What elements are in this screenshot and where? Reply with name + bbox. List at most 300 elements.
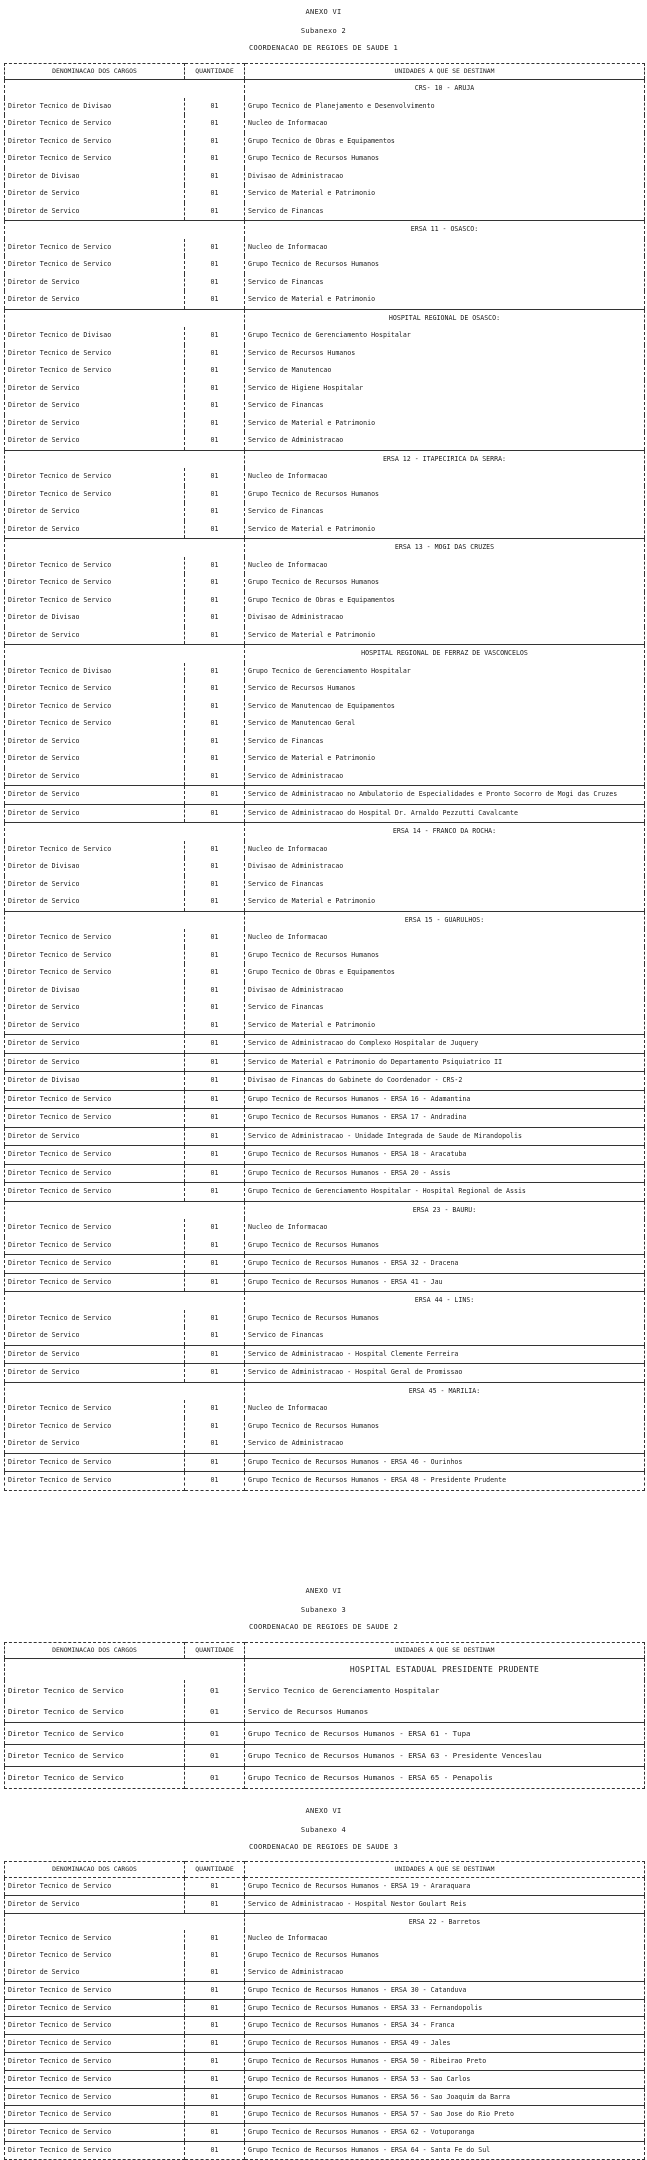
unit-cell: Grupo Tecnico de Recursos Humanos: [245, 1310, 645, 1328]
cargo-cell: Diretor de Servico: [5, 415, 185, 433]
section-row: [5, 80, 645, 98]
table-row: [5, 521, 645, 539]
quantity-cell: 01: [185, 432, 245, 450]
unit-cell: Grupo Tecnico de Recursos Humanos - ERSA 64 - Santa Fe do Sul: [245, 2141, 645, 2159]
col-header-quantidade: QUANTIDADE: [185, 1643, 245, 1659]
unit-cell: Grupo Tecnico de Recursos Humanos - ERSA 19 - Araraquara: [245, 1878, 645, 1896]
cargo-cell: Diretor Tecnico de Servico: [5, 1701, 185, 1723]
section-spacer: [5, 1659, 245, 1681]
unit-cell: Grupo Tecnico de Recursos Humanos - ERSA 61 - Tupa: [245, 1723, 645, 1745]
cargo-cell: Diretor Tecnico de Servico: [5, 715, 185, 733]
table-row: [5, 1072, 645, 1091]
cargo-cell: Diretor Tecnico de Servico: [5, 2017, 185, 2035]
cargo-cell: Diretor de Servico: [5, 733, 185, 751]
unit-cell: Grupo Tecnico de Recursos Humanos: [245, 256, 645, 274]
quantity-cell: 01: [185, 609, 245, 627]
table-row: [5, 715, 645, 733]
quantity-cell: 01: [185, 574, 245, 592]
table-row: [5, 2070, 645, 2088]
table-row: [5, 2088, 645, 2106]
table-row: [5, 486, 645, 504]
table-row: [5, 1999, 645, 2017]
sub3-table: [4, 1642, 645, 1789]
quantity-cell: 01: [185, 1680, 245, 1701]
cargo-cell: Diretor Tecnico de Servico: [5, 698, 185, 716]
table-row: [5, 592, 645, 610]
sub2-anexo: ANEXO VI: [305, 8, 342, 16]
cargo-cell: Diretor Tecnico de Servico: [5, 1999, 185, 2017]
table-row: [5, 964, 645, 982]
unit-cell: Grupo Tecnico de Recursos Humanos - ERSA 18 - Aracatuba: [245, 1146, 645, 1165]
cargo-cell: Diretor Tecnico de Servico: [5, 1164, 185, 1183]
section-title: ERSA 11 - OSASCO:: [245, 221, 645, 239]
cargo-cell: Diretor Tecnico de Servico: [5, 1109, 185, 1128]
unit-cell: Servico de Material e Patrimonio: [245, 750, 645, 768]
unit-cell: Grupo Tecnico de Recursos Humanos: [245, 1947, 645, 1964]
section-row: [5, 1659, 645, 1681]
section-title: ERSA 15 - GUARULHOS:: [245, 911, 645, 929]
table-row: [5, 503, 645, 521]
quantity-cell: 01: [185, 627, 245, 645]
cargo-cell: Diretor Tecnico de Servico: [5, 1237, 185, 1255]
table-row: [5, 750, 645, 768]
section-title: ERSA 14 - FRANCO DA ROCHA:: [245, 823, 645, 841]
table-row: [5, 1364, 645, 1383]
cargo-cell: Diretor Tecnico de Servico: [5, 1767, 185, 1789]
sub2-table: [4, 63, 645, 1491]
section-title: ERSA 44 - LINS:: [245, 1292, 645, 1310]
table-row: [5, 362, 645, 380]
section-row: [5, 1382, 645, 1400]
cargo-cell: Diretor Tecnico de Servico: [5, 2106, 185, 2124]
table-row: [5, 1472, 645, 1491]
quantity-cell: 01: [185, 2088, 245, 2106]
quantity-cell: 01: [185, 345, 245, 363]
quantity-cell: 01: [185, 503, 245, 521]
unit-cell: Servico de Manutencao: [245, 362, 645, 380]
section-spacer: [5, 823, 245, 841]
quantity-cell: 01: [185, 1127, 245, 1146]
section-spacer: [5, 1201, 245, 1219]
cargo-cell: Diretor de Divisao: [5, 168, 185, 186]
table-row: [5, 115, 645, 133]
table-row: [5, 786, 645, 805]
quantity-cell: 01: [185, 168, 245, 186]
quantity-cell: 01: [185, 964, 245, 982]
unit-cell: Grupo Tecnico de Recursos Humanos - ERSA 34 - Franca: [245, 2017, 645, 2035]
unit-cell: Grupo Tecnico de Recursos Humanos - ERSA 63 - Presidente Venceslau: [245, 1745, 645, 1767]
table-row: [5, 1183, 645, 1202]
cargo-cell: Diretor Tecnico de Servico: [5, 1453, 185, 1472]
cargo-cell: Diretor de Servico: [5, 1345, 185, 1364]
quantity-cell: 01: [185, 1164, 245, 1183]
col-header-quantidade: QUANTIDADE: [185, 64, 245, 80]
quantity-cell: 01: [185, 2124, 245, 2142]
quantity-cell: 01: [185, 768, 245, 786]
quantity-cell: 01: [185, 804, 245, 823]
quantity-cell: 01: [185, 663, 245, 681]
cargo-cell: Diretor Tecnico de Servico: [5, 468, 185, 486]
cargo-cell: Diretor de Servico: [5, 380, 185, 398]
cargo-cell: Diretor Tecnico de Servico: [5, 1183, 185, 1202]
unit-cell: Divisao de Administracao: [245, 982, 645, 1000]
section-title: HOSPITAL ESTADUAL PRESIDENTE PRUDENTE: [245, 1659, 645, 1681]
unit-cell: Grupo Tecnico de Planejamento e Desenvolvimento: [245, 98, 645, 116]
unit-cell: Servico de Financas: [245, 1327, 645, 1345]
cargo-cell: Diretor de Servico: [5, 1053, 185, 1072]
table-row: [5, 203, 645, 221]
unit-cell: Servico de Material e Patrimonio do Departamento Psiquiatrico II: [245, 1053, 645, 1072]
unit-cell: Servico de Financas: [245, 503, 645, 521]
cargo-cell: Diretor Tecnico de Servico: [5, 964, 185, 982]
section-row: [5, 221, 645, 239]
table-row: [5, 1146, 645, 1165]
unit-cell: Nucleo de Informacao: [245, 557, 645, 575]
unit-cell: Servico de Manutencao Geral: [245, 715, 645, 733]
unit-cell: Servico de Financas: [245, 999, 645, 1017]
cargo-cell: Diretor Tecnico de Servico: [5, 239, 185, 257]
unit-cell: Servico de Administracao no Ambulatorio de Especialidades e Pronto Socorro de Mogi das Cruzes: [245, 786, 645, 805]
sub3-anexo: ANEXO VI: [305, 1587, 342, 1595]
section-spacer: [5, 450, 245, 468]
cargo-cell: Diretor de Servico: [5, 274, 185, 292]
quantity-cell: 01: [185, 291, 245, 309]
unit-cell: Divisao de Administracao: [245, 858, 645, 876]
cargo-cell: Diretor de Servico: [5, 503, 185, 521]
unit-cell: Servico de Financas: [245, 397, 645, 415]
unit-cell: Servico de Material e Patrimonio: [245, 185, 645, 203]
table-row: [5, 150, 645, 168]
cargo-cell: Diretor Tecnico de Servico: [5, 2035, 185, 2053]
quantity-cell: 01: [185, 1745, 245, 1767]
table-row: [5, 432, 645, 450]
sub2-title: COORDENACAO DE REGIOES DE SAUDE 1: [249, 44, 398, 52]
unit-cell: Grupo Tecnico de Gerenciamento Hospitalar: [245, 663, 645, 681]
unit-cell: Grupo Tecnico de Recursos Humanos - ERSA 56 - Sao Joaquim da Barra: [245, 2088, 645, 2106]
section-spacer: [5, 539, 245, 557]
quantity-cell: 01: [185, 1109, 245, 1128]
table-row: [5, 380, 645, 398]
cargo-cell: Diretor de Servico: [5, 1895, 185, 1913]
section-row: [5, 911, 645, 929]
unit-cell: Divisao de Financas do Gabinete do Coordenador - CRS-2: [245, 1072, 645, 1091]
cargo-cell: Diretor Tecnico de Servico: [5, 2141, 185, 2159]
quantity-cell: 01: [185, 715, 245, 733]
unit-cell: Grupo Tecnico de Recursos Humanos - ERSA 62 - Votuporanga: [245, 2124, 645, 2142]
table-row: [5, 239, 645, 257]
unit-cell: Servico de Financas: [245, 733, 645, 751]
unit-cell: Grupo Tecnico de Obras e Equipamentos: [245, 133, 645, 151]
cargo-cell: Diretor de Servico: [5, 397, 185, 415]
quantity-cell: 01: [185, 115, 245, 133]
quantity-cell: 01: [185, 256, 245, 274]
cargo-cell: Diretor Tecnico de Divisao: [5, 98, 185, 116]
table-row: [5, 999, 645, 1017]
unit-cell: Nucleo de Informacao: [245, 239, 645, 257]
quantity-cell: 01: [185, 1327, 245, 1345]
table-row: [5, 274, 645, 292]
cargo-cell: Diretor de Servico: [5, 521, 185, 539]
table-row: [5, 291, 645, 309]
cargo-cell: Diretor Tecnico de Servico: [5, 1680, 185, 1701]
quantity-cell: 01: [185, 2070, 245, 2088]
cargo-cell: Diretor de Servico: [5, 203, 185, 221]
cargo-cell: Diretor Tecnico de Servico: [5, 947, 185, 965]
unit-cell: Divisao de Administracao: [245, 609, 645, 627]
table-row: [5, 804, 645, 823]
cargo-cell: Diretor de Servico: [5, 291, 185, 309]
quantity-cell: 01: [185, 397, 245, 415]
section-spacer: [5, 221, 245, 239]
quantity-cell: 01: [185, 929, 245, 947]
section-spacer: [5, 80, 245, 98]
table-row: [5, 698, 645, 716]
table-row: [5, 1895, 645, 1913]
unit-cell: Servico de Financas: [245, 274, 645, 292]
section-title: ERSA 22 - Barretos: [245, 1913, 645, 1930]
table-row: [5, 1090, 645, 1109]
cargo-cell: Diretor de Servico: [5, 876, 185, 894]
sub4-title: COORDENACAO DE REGIOES DE SAUDE 3: [249, 1843, 398, 1851]
unit-cell: Servico de Material e Patrimonio: [245, 291, 645, 309]
cargo-cell: Diretor de Servico: [5, 1964, 185, 1981]
sub4-subanexo: Subanexo 4: [300, 1826, 347, 1834]
quantity-cell: 01: [185, 1895, 245, 1913]
cargo-cell: Diretor de Servico: [5, 786, 185, 805]
cargo-cell: Diretor Tecnico de Servico: [5, 680, 185, 698]
table-row: [5, 185, 645, 203]
table-row: [5, 557, 645, 575]
unit-cell: Servico de Administracao: [245, 1435, 645, 1453]
quantity-cell: 01: [185, 1017, 245, 1035]
section-row: [5, 309, 645, 327]
unit-cell: Grupo Tecnico de Recursos Humanos: [245, 574, 645, 592]
cargo-cell: Diretor Tecnico de Servico: [5, 1273, 185, 1292]
section-row: [5, 1292, 645, 1310]
quantity-cell: 01: [185, 2052, 245, 2070]
unit-cell: Servico Tecnico de Gerenciamento Hospitalar: [245, 1680, 645, 1701]
section-spacer: [5, 1913, 245, 1930]
unit-cell: Nucleo de Informacao: [245, 1219, 645, 1237]
cargo-cell: Diretor de Servico: [5, 999, 185, 1017]
quantity-cell: 01: [185, 841, 245, 859]
quantity-cell: 01: [185, 982, 245, 1000]
table-row: [5, 1701, 645, 1723]
quantity-cell: 01: [185, 1146, 245, 1165]
table-row: [5, 1237, 645, 1255]
unit-cell: Grupo Tecnico de Recursos Humanos - ERSA 48 - Presidente Prudente: [245, 1472, 645, 1491]
cargo-cell: Diretor Tecnico de Servico: [5, 1146, 185, 1165]
section-title: CRS- 10 - ARUJA: [245, 80, 645, 98]
table-row: [5, 1255, 645, 1274]
table-row: [5, 98, 645, 116]
unit-cell: Servico de Material e Patrimonio: [245, 893, 645, 911]
cargo-cell: Diretor Tecnico de Servico: [5, 1947, 185, 1964]
table-row: [5, 256, 645, 274]
section-row: [5, 645, 645, 663]
cargo-cell: Diretor Tecnico de Servico: [5, 1400, 185, 1418]
cargo-cell: Diretor Tecnico de Servico: [5, 1418, 185, 1436]
table-row: [5, 858, 645, 876]
unit-cell: Servico de Recursos Humanos: [245, 680, 645, 698]
quantity-cell: 01: [185, 1400, 245, 1418]
quantity-cell: 01: [185, 1035, 245, 1054]
table-row: [5, 1273, 645, 1292]
unit-cell: Grupo Tecnico de Obras e Equipamentos: [245, 964, 645, 982]
table-row: [5, 327, 645, 345]
unit-cell: Servico de Administracao - Unidade Integrada de Saude de Mirandopolis: [245, 1127, 645, 1146]
table-row: [5, 2141, 645, 2159]
quantity-cell: 01: [185, 698, 245, 716]
quantity-cell: 01: [185, 1345, 245, 1364]
cargo-cell: Diretor de Servico: [5, 1127, 185, 1146]
cargo-cell: Diretor Tecnico de Servico: [5, 1745, 185, 1767]
section-title: ERSA 45 - MARILIA:: [245, 1382, 645, 1400]
unit-cell: Servico de Material e Patrimonio: [245, 521, 645, 539]
table-row: [5, 1723, 645, 1745]
unit-cell: Grupo Tecnico de Recursos Humanos - ERSA 53 - Sao Carlos: [245, 2070, 645, 2088]
quantity-cell: 01: [185, 2035, 245, 2053]
quantity-cell: 01: [185, 1453, 245, 1472]
quantity-cell: 01: [185, 1364, 245, 1383]
quantity-cell: 01: [185, 98, 245, 116]
section-row: [5, 1201, 645, 1219]
table-row: [5, 574, 645, 592]
unit-cell: Servico de Material e Patrimonio: [245, 1017, 645, 1035]
table-row: [5, 2052, 645, 2070]
quantity-cell: 01: [185, 680, 245, 698]
quantity-cell: 01: [185, 1072, 245, 1091]
table-row: [5, 733, 645, 751]
cargo-cell: Diretor Tecnico de Servico: [5, 574, 185, 592]
table-row: [5, 1327, 645, 1345]
quantity-cell: 01: [185, 1310, 245, 1328]
section-title: HOSPITAL REGIONAL DE OSASCO:: [245, 309, 645, 327]
col-header-cargos: DENOMINACAO DOS CARGOS: [5, 64, 185, 80]
table-row: [5, 841, 645, 859]
quantity-cell: 01: [185, 557, 245, 575]
table-row: [5, 893, 645, 911]
unit-cell: Nucleo de Informacao: [245, 1400, 645, 1418]
quantity-cell: 01: [185, 1964, 245, 1981]
quantity-cell: 01: [185, 947, 245, 965]
cargo-cell: Diretor Tecnico de Servico: [5, 1723, 185, 1745]
quantity-cell: 01: [185, 1472, 245, 1491]
cargo-cell: Diretor Tecnico de Servico: [5, 1255, 185, 1274]
quantity-cell: 01: [185, 486, 245, 504]
cargo-cell: Diretor de Servico: [5, 804, 185, 823]
cargo-cell: Diretor de Divisao: [5, 858, 185, 876]
quantity-cell: 01: [185, 858, 245, 876]
section-row: [5, 823, 645, 841]
cargo-cell: Diretor de Servico: [5, 1017, 185, 1035]
table-row: [5, 1109, 645, 1128]
col-header-quantidade: QUANTIDADE: [185, 1862, 245, 1878]
unit-cell: Servico de Administracao: [245, 768, 645, 786]
cargo-cell: Diretor de Divisao: [5, 982, 185, 1000]
col-header-cargos: DENOMINACAO DOS CARGOS: [5, 1643, 185, 1659]
unit-cell: Servico de Higiene Hospitalar: [245, 380, 645, 398]
quantity-cell: 01: [185, 1947, 245, 1964]
quantity-cell: 01: [185, 1090, 245, 1109]
quantity-cell: 01: [185, 1183, 245, 1202]
table-row: [5, 1035, 645, 1054]
unit-cell: Grupo Tecnico de Recursos Humanos - ERSA 41 - Jau: [245, 1273, 645, 1292]
table-row: [5, 1964, 645, 1981]
quantity-cell: 01: [185, 380, 245, 398]
quantity-cell: 01: [185, 876, 245, 894]
cargo-cell: Diretor de Servico: [5, 768, 185, 786]
unit-cell: Nucleo de Informacao: [245, 841, 645, 859]
cargo-cell: Diretor Tecnico de Servico: [5, 841, 185, 859]
table-row: [5, 1053, 645, 1072]
quantity-cell: 01: [185, 733, 245, 751]
table-row: [5, 663, 645, 681]
unit-cell: Servico de Administracao: [245, 432, 645, 450]
unit-cell: Servico de Administracao - Hospital Geral de Promissao: [245, 1364, 645, 1383]
quantity-cell: 01: [185, 1930, 245, 1947]
unit-cell: Nucleo de Informacao: [245, 1930, 645, 1947]
unit-cell: Grupo Tecnico de Recursos Humanos - ERSA 32 - Dracena: [245, 1255, 645, 1274]
unit-cell: Servico de Financas: [245, 203, 645, 221]
quantity-cell: 01: [185, 1418, 245, 1436]
table-row: [5, 1345, 645, 1364]
sub4-table: [4, 1861, 645, 2160]
col-header-unidades: UNIDADES A QUE SE DESTINAM: [245, 1643, 645, 1659]
cargo-cell: Diretor Tecnico de Servico: [5, 1310, 185, 1328]
unit-cell: Servico de Administracao do Complexo Hospitalar de Juquery: [245, 1035, 645, 1054]
cargo-cell: Diretor Tecnico de Servico: [5, 115, 185, 133]
quantity-cell: 01: [185, 468, 245, 486]
cargo-cell: Diretor Tecnico de Servico: [5, 345, 185, 363]
unit-cell: Grupo Tecnico de Recursos Humanos - ERSA 16 - Adamantina: [245, 1090, 645, 1109]
table-row: [5, 1680, 645, 1701]
table-row: [5, 415, 645, 433]
cargo-cell: Diretor Tecnico de Servico: [5, 2070, 185, 2088]
cargo-cell: Diretor Tecnico de Servico: [5, 2052, 185, 2070]
quantity-cell: 01: [185, 521, 245, 539]
quantity-cell: 01: [185, 203, 245, 221]
quantity-cell: 01: [185, 1273, 245, 1292]
table-row: [5, 133, 645, 151]
quantity-cell: 01: [185, 133, 245, 151]
quantity-cell: 01: [185, 239, 245, 257]
table-row: [5, 1127, 645, 1146]
unit-cell: Grupo Tecnico de Recursos Humanos: [245, 1237, 645, 1255]
quantity-cell: 01: [185, 274, 245, 292]
quantity-cell: 01: [185, 1878, 245, 1896]
table-row: [5, 168, 645, 186]
table-row: [5, 947, 645, 965]
cargo-cell: Diretor de Servico: [5, 627, 185, 645]
col-header-unidades: UNIDADES A QUE SE DESTINAM: [245, 1862, 645, 1878]
table-row: [5, 1930, 645, 1947]
cargo-cell: Diretor Tecnico de Servico: [5, 2088, 185, 2106]
section-title: HOSPITAL REGIONAL DE FERRAZ DE VASCONCELOS: [245, 645, 645, 663]
unit-cell: Grupo Tecnico de Recursos Humanos - ERSA 65 - Penapolis: [245, 1767, 645, 1789]
unit-cell: Grupo Tecnico de Recursos Humanos - ERSA 46 - Ourinhos: [245, 1453, 645, 1472]
cargo-cell: Diretor Tecnico de Servico: [5, 1472, 185, 1491]
cargo-cell: Diretor Tecnico de Servico: [5, 133, 185, 151]
quantity-cell: 01: [185, 327, 245, 345]
unit-cell: Grupo Tecnico de Gerenciamento Hospitalar: [245, 327, 645, 345]
table-row: [5, 1219, 645, 1237]
cargo-cell: Diretor Tecnico de Servico: [5, 929, 185, 947]
section-spacer: [5, 1292, 245, 1310]
quantity-cell: 01: [185, 150, 245, 168]
section-title: ERSA 13 - MOGI DAS CRUZES: [245, 539, 645, 557]
cargo-cell: Diretor de Servico: [5, 1435, 185, 1453]
